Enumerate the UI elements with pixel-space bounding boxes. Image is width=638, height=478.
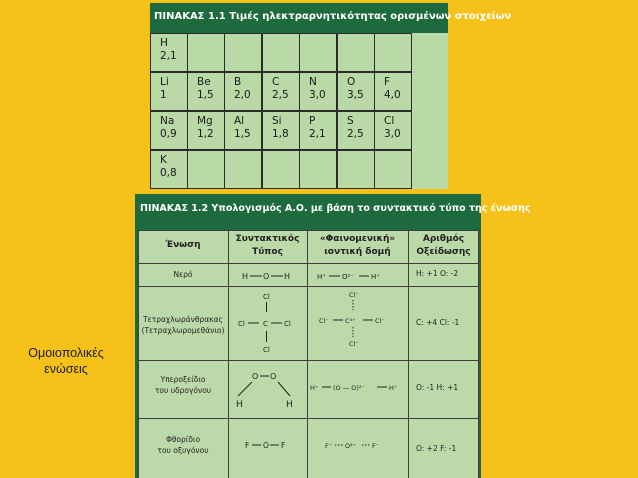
element-cell-c <box>262 72 300 111</box>
header-ionic-line1: «Φαινομενική» <box>319 234 396 244</box>
electronegativity-value: 1,2 <box>197 128 214 140</box>
element-symbol: C <box>272 76 280 88</box>
empty-cell <box>374 150 412 189</box>
element-symbol: Si <box>272 115 282 127</box>
empty-cell <box>262 33 300 72</box>
electronegativity-value: 3,0 <box>309 89 326 101</box>
element-symbol: H <box>160 37 168 49</box>
side-label-line2: ενώσεις <box>44 362 88 376</box>
ccl4-c: C <box>263 320 268 328</box>
element-cell-mg <box>187 111 225 150</box>
element-cell-f <box>374 72 412 111</box>
element-symbol: B <box>234 76 242 88</box>
empty-cell <box>262 150 300 189</box>
electronegativity-value: 1 <box>160 89 167 101</box>
row-ccl4-name-line1: Τετραχλωράνθρακας <box>143 315 223 324</box>
bond <box>238 382 252 396</box>
h2o2-h-left: H <box>236 400 243 410</box>
ccl4-ion-cl-left: Cl⁻ <box>319 317 329 325</box>
empty-cell <box>337 150 375 189</box>
row-h2o2-name-line1: Υπεροξείδιο <box>160 375 206 384</box>
h2o2-o-left: O <box>252 372 259 381</box>
water-ion-o: O²⁻ <box>342 273 355 281</box>
row-ccl4-oxidation: C: +4 Cl: -1 <box>416 318 460 327</box>
grid-line <box>478 230 479 478</box>
element-symbol: Be <box>197 76 211 88</box>
h2o2-o-right: O <box>270 372 277 381</box>
grid-line <box>138 230 479 231</box>
electronegativity-grid <box>150 33 448 189</box>
h2o2-h-right: H <box>286 400 293 410</box>
of2-f2: F <box>281 441 286 450</box>
ccl4-cl-bottom: Cl <box>263 346 270 354</box>
h2o2-ion-h1: H⁺ <box>310 384 319 392</box>
header-formula-line1: Συντακτικός <box>235 234 300 244</box>
empty-cell <box>187 33 225 72</box>
electronegativity-value: 2,1 <box>160 50 177 62</box>
electronegativity-value: 0,8 <box>160 167 177 179</box>
header-ionic-line2: ιοντική δομή <box>324 247 391 257</box>
row-of2-name <box>138 434 228 456</box>
water-o: O <box>263 272 270 281</box>
element-symbol: S <box>347 115 354 127</box>
water-ion-h2: H⁺ <box>371 273 380 281</box>
row-of2-name-line1: Φθορίδιο <box>165 435 201 444</box>
h2o2-structural-formula <box>228 360 307 418</box>
element-symbol: P <box>309 115 316 127</box>
ccl4-ion-cl-top: Cl⁻ <box>349 291 359 299</box>
element-cell-p <box>299 111 337 150</box>
water-h2: H <box>284 272 291 281</box>
element-symbol: Li <box>160 76 169 88</box>
row-of2-oxidation: O: +2 F: -1 <box>416 444 457 453</box>
electronegativity-value: 2,5 <box>272 89 289 101</box>
element-cell-si <box>262 111 300 150</box>
empty-cell <box>374 33 412 72</box>
element-cell-k <box>150 150 188 189</box>
electronegativity-value: 1,5 <box>234 128 251 140</box>
empty-cell <box>224 33 262 72</box>
row-h2o2-name <box>138 374 228 396</box>
h2o2-ionic-structure <box>307 360 408 418</box>
grid-line <box>408 230 409 478</box>
electronegativity-value: 2,0 <box>234 89 251 101</box>
electronegativity-value: 2,1 <box>309 128 326 140</box>
side-label <box>0 345 132 377</box>
element-cell-o <box>337 72 375 111</box>
water-structural-formula <box>228 263 307 286</box>
of2-structural-formula <box>228 418 307 478</box>
empty-cell <box>299 150 337 189</box>
element-cell-n <box>299 72 337 111</box>
header-formula <box>228 233 307 259</box>
water-h1: H <box>242 272 249 281</box>
header-compound: Ένωση <box>165 240 201 250</box>
element-cell-be <box>187 72 225 111</box>
header-ionic <box>307 233 408 259</box>
element-symbol: Na <box>160 115 175 127</box>
row-water-name: Νερό <box>173 270 193 279</box>
element-symbol: K <box>160 154 167 166</box>
water-ionic-structure <box>307 263 408 286</box>
electronegativity-value: 4,0 <box>384 89 401 101</box>
element-symbol: Mg <box>197 115 213 127</box>
row-of2-name-line2: του οξυγόνου <box>157 446 209 455</box>
h2o2-ion-oo: (O — O)²⁻ <box>333 384 365 392</box>
element-cell-cl <box>374 111 412 150</box>
water-ion-h1: H⁺ <box>317 273 326 281</box>
electronegativity-value: 2,5 <box>347 128 364 140</box>
empty-cell <box>224 150 262 189</box>
row-water-oxidation: H: +1 O: -2 <box>416 269 459 278</box>
of2-o: O <box>263 441 269 450</box>
table-1-1-title: ΠΙΝΑΚΑΣ 1.1 Τιμές ηλεκτραρνητικότητας ορισμένων στοιχείων <box>150 3 448 31</box>
ccl4-cl-top: Cl <box>263 293 270 301</box>
of2-f1: F <box>245 441 250 450</box>
table-1-2 <box>135 194 531 478</box>
of2-ion-f1: F⁻ <box>325 442 333 450</box>
electronegativity-value: 3,0 <box>384 128 401 140</box>
table-1-2-title: ΠΙΝΑΚΑΣ 1.2 Υπολογισμός Α.Ο. με βάση το συντακτικό τύπο της ένωσης <box>140 203 531 214</box>
empty-cell <box>337 33 375 72</box>
oxidation-number-grid <box>138 230 479 478</box>
ccl4-ion-cl-bottom: Cl⁻ <box>349 340 359 348</box>
element-cell-al <box>224 111 262 150</box>
element-symbol: F <box>384 76 391 88</box>
side-label-line1: Ομοιοπολικές <box>28 346 104 360</box>
row-ccl4-name <box>138 314 228 336</box>
ccl4-cl-right: Cl <box>284 320 291 328</box>
of2-ionic-structure <box>307 418 408 478</box>
element-symbol: Al <box>234 115 245 127</box>
element-cell-b <box>224 72 262 111</box>
ccl4-cl-left: Cl <box>238 320 245 328</box>
row-ccl4-name-line2: (Τετραχλωρομεθάνιο) <box>141 326 225 335</box>
ccl4-ion-cl-right: Cl⁻ <box>375 317 385 325</box>
element-symbol: O <box>347 76 356 88</box>
table-1-1 <box>150 3 512 189</box>
empty-cell <box>299 33 337 72</box>
element-cell-na <box>150 111 188 150</box>
element-cell-li <box>150 72 188 111</box>
ccl4-structural-formula <box>228 286 307 360</box>
header-oxidation-line2: Οξείδωσης <box>416 247 471 257</box>
empty-cell <box>187 150 225 189</box>
electronegativity-value: 0,9 <box>160 128 177 140</box>
of2-ion-o: O²⁺ <box>345 442 357 450</box>
electronegativity-value: 1,8 <box>272 128 289 140</box>
element-cell-s <box>337 111 375 150</box>
electronegativity-value: 3,5 <box>347 89 364 101</box>
bond <box>278 382 290 396</box>
h2o2-ion-h2: H⁺ <box>389 384 398 392</box>
of2-ion-f2: F⁻ <box>372 442 380 450</box>
element-symbol: Cl <box>384 115 395 127</box>
row-h2o2-name-line2: του υδρογόνου <box>154 386 212 395</box>
ccl4-ionic-structure <box>307 286 408 360</box>
header-oxidation-line1: Αριθμός <box>422 234 465 244</box>
header-formula-line2: Τύπος <box>252 247 283 257</box>
element-symbol: N <box>309 76 317 88</box>
row-h2o2-oxidation: O: -1 H: +1 <box>416 383 459 392</box>
electronegativity-value: 1,5 <box>197 89 214 101</box>
element-cell-h <box>150 33 188 72</box>
header-oxidation <box>408 233 479 259</box>
ccl4-ion-c: C⁴⁺ <box>345 317 356 325</box>
